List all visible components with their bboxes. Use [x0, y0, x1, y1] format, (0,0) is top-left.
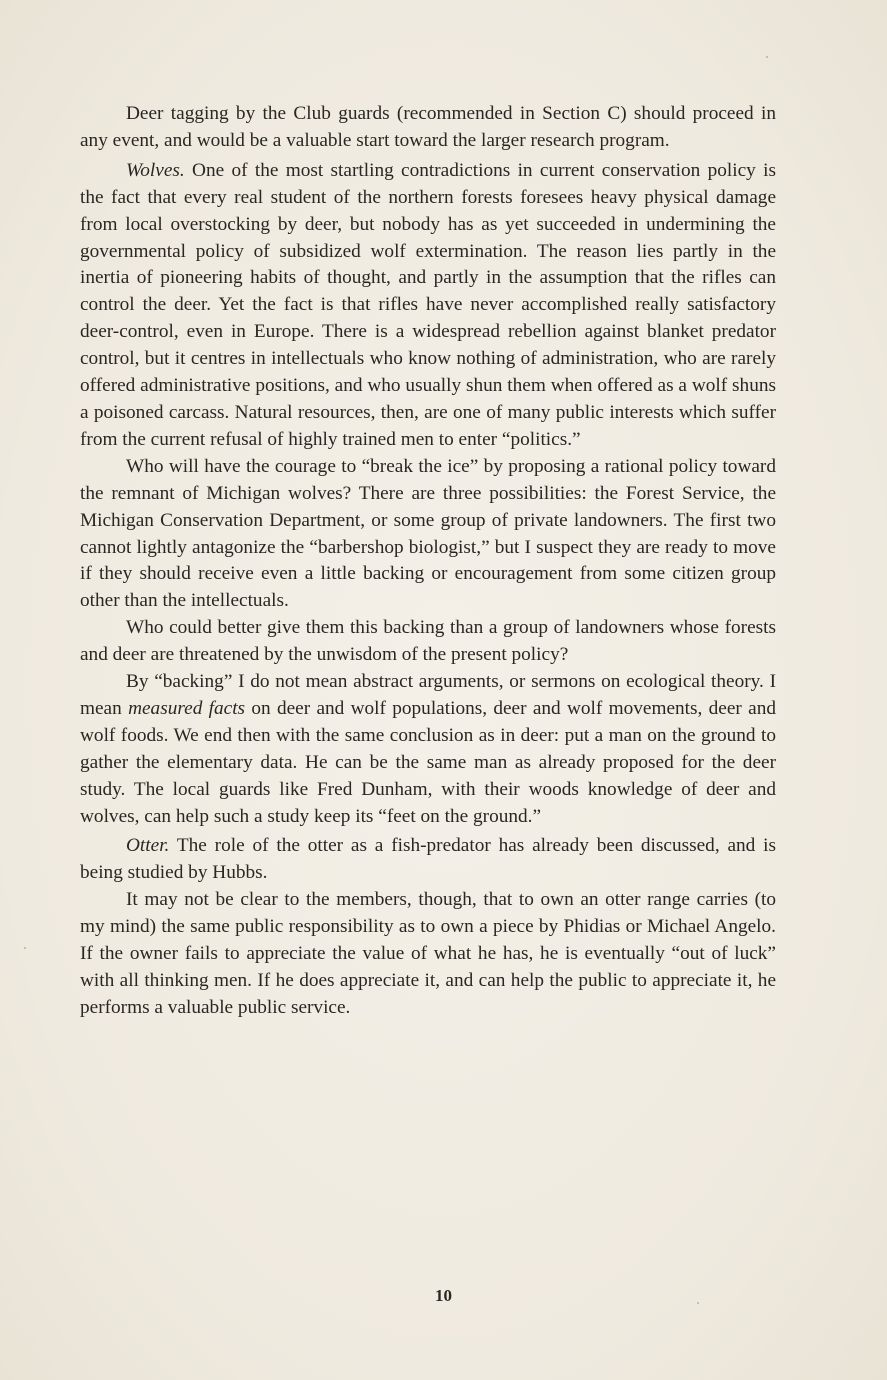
body-text [80, 101, 776, 1022]
paragraph-measured-facts [80, 669, 776, 830]
paragraph-text: The role of the otter as a fish-predator has already been discussed, and is being studied by Hubbs. [80, 835, 776, 884]
paragraph-otter [80, 833, 776, 887]
section-heading-otter: Otter. [126, 835, 170, 857]
paper-speck [697, 1302, 699, 1304]
paragraph-text: Who will have the courage to “break the ice” by proposing a rational policy toward the remnant of Michigan wolves? There are three possibilities: the Forest Service, the Michigan Conservation Department, or some group of private landowners. The first two cannot lightly antagonize the “barbershop biologist,” but I suspect they are ready to move if they should receive even a little backing or encouragement from some citizen group other than the intellectuals. [80, 455, 776, 612]
emphasis-measured-facts: measured facts [128, 697, 246, 719]
paragraph-deer-tagging [80, 101, 776, 155]
paragraph-backing-question [80, 615, 776, 669]
page-number: 10 [435, 1286, 452, 1305]
paragraph-text: By “backing” I do not mean abstract arguments, or sermons on ecological theory. I mean [80, 671, 776, 719]
section-heading-wolves: Wolves. [126, 159, 185, 181]
paragraph-text: One of the most startling contradictions in current conservation policy is the fact that every real student of the northern forests foresees heavy physical damage from local overstocking by deer, but nobody has as yet succeeded in undermining the governmental policy of subsidized wolf extermination. The reason lies partly in the inertia of pioneering habits of thought, and partly in the assumption that the rifles can control the deer. Yet the fact is that rifles have never accomplished really satisfactory deer-control, even in Europe. There is a widespread rebellion against blanket predator control, but it centres in intellectuals who know nothing of administration, who are rarely offered administrative positions, and who usually shun them when offered as a wolf shuns a poisoned carcass. Natural resources, then, are one of many public interests which suffer from the current refusal of highly trained men to enter “politics.” [80, 159, 776, 450]
paragraph-text: Deer tagging by the Club guards (recommended in Section C) should proceed in any event, and would be a valuable start toward the larger research program. [80, 103, 776, 151]
paragraph-courage [80, 454, 776, 615]
paragraph-wolves [80, 158, 776, 454]
paragraph-otter-range [80, 887, 776, 1022]
paragraph-text: It may not be clear to the members, though, that to own an otter range carries (to my mind) the same public responsibility as to own a piece by Phidias or Michael Angelo. If the owner fails to appreciate the value of what he has, he is eventually “out of luck” with all thinking men. If he does appreciate it, and can help the public to appreciate it, he performs a valuable public service. [80, 889, 776, 1018]
paragraph-text: on deer and wolf populations, deer and wolf movements, deer and wolf foods. We end then with the same conclusion as in deer: put a man on the ground to gather the elementary data. He can be the same man as already proposed for the deer study. The local guards like Fred Dunham, with their woods knowledge of deer and wolves, can help such a study keep its “feet on the ground.” [80, 697, 776, 827]
paper-speck [24, 947, 26, 949]
paragraph-text: Who could better give them this backing than a group of landowners whose forests and deer are threatened by the unwisdom of the present policy? [80, 617, 776, 666]
paper-speck [766, 56, 768, 58]
